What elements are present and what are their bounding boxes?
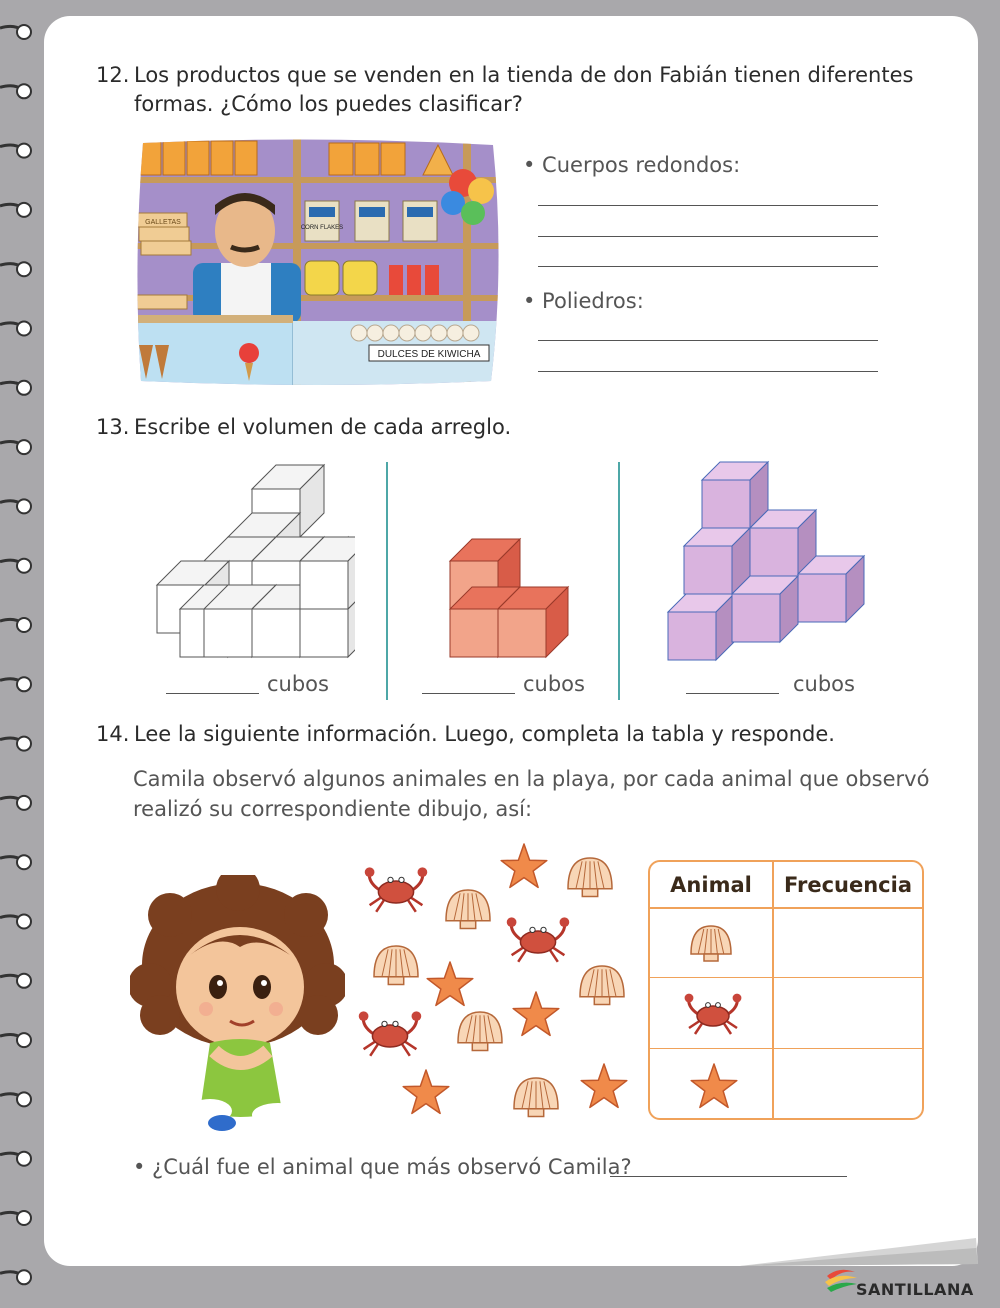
divider [618, 462, 620, 700]
crab-icon [685, 994, 742, 1034]
table-header-animal: Animal [670, 873, 752, 897]
galletas-label: GALLETAS [145, 219, 181, 226]
category-round-bodies: • Cuerpos redondos: [523, 153, 741, 177]
answer-line[interactable] [538, 340, 878, 341]
cube [668, 594, 734, 660]
binding-ring [0, 262, 31, 276]
question-14 [96, 720, 916, 750]
binding-ring [0, 1033, 31, 1047]
category-polyhedra: • Poliedros: [523, 289, 644, 313]
girl-illustration [130, 875, 345, 1135]
shop-sign-text: DULCES DE KIWICHA [377, 349, 481, 360]
intro-line1: Camila observó algunos animales en la playa, por cada animal que observó [133, 767, 930, 791]
frequency-cell-shell[interactable] [774, 909, 922, 977]
question-text-line1: Los productos que se venden en la tienda de don Fabián tienen diferentes [134, 63, 914, 87]
frequency-cell-starfish[interactable] [774, 1049, 922, 1118]
intro-line2: realizó su correspondiente dibujo, así: [133, 797, 533, 821]
page-curl [740, 1228, 980, 1268]
starfish-icon [427, 962, 473, 1005]
shell-icon [686, 920, 736, 970]
starfish-icon [403, 1070, 449, 1113]
question-text: Lee la siguiente información. Luego, completa la tabla y responde. [134, 722, 835, 746]
unit-label: cubos [267, 672, 329, 696]
answer-line[interactable] [538, 236, 878, 237]
shell-icon [580, 966, 624, 1005]
spiral-binding [0, 0, 50, 1308]
question-13 [96, 413, 596, 443]
binding-ring [0, 1270, 31, 1284]
binding-ring [0, 1211, 31, 1225]
starfish-icon [686, 1058, 742, 1114]
binding-ring [0, 855, 31, 869]
binding-ring [0, 737, 31, 751]
question-number: 14. [96, 722, 130, 746]
cube-arrangement-white [150, 460, 355, 665]
answer-line[interactable] [166, 693, 259, 694]
shell-icon [446, 890, 490, 929]
cube [732, 576, 798, 642]
starfish-icon [691, 1064, 737, 1107]
unit-label: cubos [523, 672, 585, 696]
question-text: Escribe el volumen de cada arreglo. [134, 415, 512, 439]
binding-ring [0, 559, 31, 573]
binding-ring [0, 677, 31, 691]
binding-ring [0, 25, 31, 39]
starfish-icon [501, 844, 547, 887]
frequency-table [648, 860, 924, 1120]
shell-icon [568, 858, 612, 897]
shell-icon [458, 1012, 502, 1051]
shell-icon [514, 1078, 558, 1117]
binding-ring [0, 915, 31, 929]
answer-line[interactable] [422, 693, 515, 694]
divider [386, 462, 388, 700]
table-header-frequency: Frecuencia [783, 873, 912, 897]
crab-icon [365, 867, 427, 911]
cube-arrangement-purple [660, 452, 870, 667]
answer-line[interactable] [686, 693, 779, 694]
question-12 [96, 61, 916, 121]
cube [684, 528, 750, 594]
binding-ring [0, 974, 31, 988]
santillana-logo-icon [823, 1266, 859, 1294]
shop-illustration [133, 135, 503, 387]
final-question: • ¿Cuál fue el animal que más observó Camila? [133, 1155, 632, 1179]
brand-name: SANTILLANA [856, 1280, 974, 1299]
binding-ring [0, 796, 31, 810]
starfish-icon [513, 992, 559, 1035]
corn-flakes-label: CORN FLAKES [300, 225, 344, 231]
binding-ring [0, 1092, 31, 1106]
binding-ring [0, 84, 31, 98]
cube-arrangement-orange [440, 505, 580, 665]
shell-icon [374, 946, 418, 985]
answer-line[interactable] [538, 205, 878, 206]
crab-icon [507, 917, 569, 961]
binding-ring [0, 144, 31, 158]
answer-line[interactable] [610, 1176, 847, 1177]
binding-ring [0, 440, 31, 454]
binding-ring [0, 322, 31, 336]
binding-ring [0, 381, 31, 395]
question-text-line2: formas. ¿Cómo los puedes clasificar? [134, 92, 523, 116]
question-number: 13. [96, 415, 130, 439]
unit-label: cubos [793, 672, 855, 696]
answer-line[interactable] [538, 371, 878, 372]
crab-icon [359, 1011, 421, 1055]
binding-ring [0, 618, 31, 632]
binding-ring [0, 499, 31, 513]
animals-scatter [350, 838, 640, 1128]
answer-line[interactable] [538, 266, 878, 267]
frequency-cell-crab[interactable] [774, 978, 922, 1048]
binding-ring [0, 1152, 31, 1166]
starfish-icon [581, 1064, 627, 1107]
shell-icon [691, 926, 731, 961]
cube [798, 556, 864, 622]
crab-icon [678, 988, 748, 1038]
question-number: 12. [96, 63, 130, 87]
binding-ring [0, 203, 31, 217]
cube [702, 462, 768, 528]
